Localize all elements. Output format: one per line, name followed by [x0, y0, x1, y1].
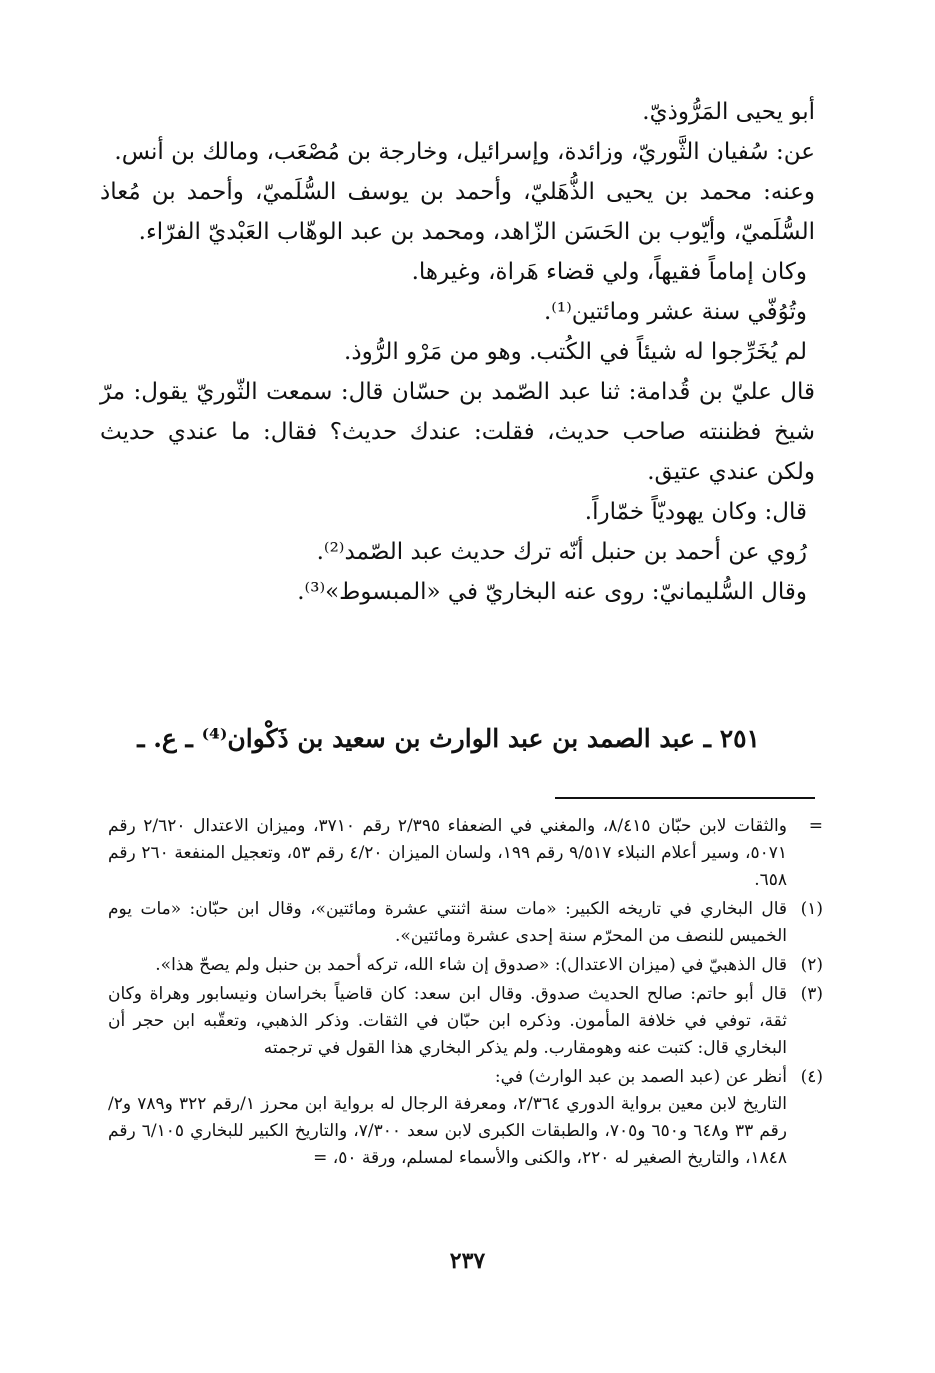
footnote-text: التاريخ لابن معين برواية الدوري ٢/٣٦٤، ومعرفة الرجال له برواية ابن محرز ١/رقم ٣٢٢ و٧٨٩ و٢/رقم ٣٣ و٦٤٨ و٦٥٠ و٧٠٥، والطبقات الكبرى لابن سعد ٧/٣٠٠، والتاريخ الكبير للبخاري ٦/١٠٥ رقم ١٨٤٨، والتاريخ الصغير له ٢٢٠، والكنى والأسماء لمسلم، ورقة ٥٠، = [108, 1094, 787, 1168]
footnote-mark: (٣) [800, 984, 823, 1004]
footnote-body [108, 1064, 787, 1172]
paragraph: أبو يحيى المَرُّوذيّ. [642, 99, 815, 125]
page-number: ٢٣٧ [449, 1248, 486, 1274]
footnote-body [108, 981, 787, 1062]
paragraph: لم يُخَرِّجوا له شيئاً في الكُتب. وهو من مَرْو الرُّوذ. [344, 339, 807, 365]
paragraph: وقال السُّليمانيّ: روى عنه البخاريّ في «المبسوط»⁽³⁾. [297, 579, 807, 605]
paragraph: عن: سُفيان الثَّوريّ، وزائدة، وإسرائيل، وخارجة بن مُصْعَب، ومالك بن أنس. [114, 139, 815, 165]
footnote-mark: = [808, 816, 823, 836]
footnote-mark: (١) [800, 899, 823, 919]
footnote-mark: (٤) [800, 1067, 823, 1087]
footnote-3 [108, 981, 823, 1062]
footnotes [108, 813, 823, 1174]
paragraph: وتُوُفّي سنة عشر ومائتين⁽¹⁾. [543, 299, 807, 325]
footnote-4 [108, 1064, 823, 1172]
footnote-text: والثقات لابن حبّان ٨/٤١٥، والمغني في الضعفاء ٢/٣٩٥ رقم ٣٧١٠، وميزان الاعتدال ٢/٦٢٠ رقم ٥٠٧١، وسير أعلام النبلاء ٩/٥١٧ رقم ١٩٩، ولسان الميزان ٤/٢٠ رقم ٥٣، وتعجيل المنفعة ٢٦٠ رقم ٦٥٨. [108, 816, 787, 890]
paragraph: رُوي عن أحمد بن حنبل أنّه ترك حديث عبد الصّمد⁽²⁾. [316, 539, 807, 565]
paragraph: وعنه: محمد بن يحيى الذُّهَليّ، وأحمد بن يوسف السُّلَميّ، وأحمد بن مُعاذ السُّلَميّ، وأيّوب بن الحَسَن الزّاهد، ومحمد بن عبد الوهّاب العَبْديّ الفرّاء. [100, 179, 815, 245]
footnote-2 [108, 952, 823, 979]
footnote-text: قال أبو حاتم: صالح الحديث صدوق. وقال ابن سعد: كان قاضياً بخراسان ونيسابور وهراة وكان ثقة، توفي في خلافة المأمون. وذكره ابن حبّان في الثقات. وذكر الذهبي، وتعقّبه ابن حجر أن البخاري قال: كتبت عنه وهومقارب. ولم يذكر البخاري هذا القول في ترجمته [108, 984, 787, 1058]
footnote-text: قال الذهبيّ في (ميزان الاعتدال): «صدوق إن شاء الله، تركه أحمد بن حنبل ولم يصحّ هذا». [155, 955, 787, 975]
entry-heading: ٢٥١ ـ عبد الصمد بن عبد الوارث بن سعيد بن ذَكْوان⁽⁴⁾ ـ ع. ـ [137, 724, 760, 753]
paragraph: قال عليّ بن قُدامة: ثنا عبد الصّمد بن حسّان قال: سمعت الثّوريّ يقول: مرّ شيخ فظننته صاحب حديث، فقلت: عندك حديث؟ فقال: ما عندي حديث ولكن عندي عتيق. [100, 379, 815, 485]
footnote-continuation [108, 813, 823, 894]
footnote-1 [108, 896, 823, 950]
footnote-mark: (٢) [800, 955, 823, 975]
footnote-text: قال البخاري في تاريخه الكبير: «مات سنة اثنتي عشرة ومائتين»، وقال ابن حبّان: «مات يوم الخميس للنصف من المحرّم سنة إحدى عشرة ومائتين». [108, 899, 787, 946]
footnote-body [108, 952, 787, 979]
footnote-body [108, 896, 787, 950]
paragraph: وكان إماماً فقيهاً، ولي قضاء هَراة، وغيرها. [411, 259, 807, 285]
main-text [100, 92, 815, 612]
paragraph: قال: وكان يهوديّاً خمّاراً. [584, 499, 807, 525]
footnote-body [108, 813, 787, 894]
footnote-text: أنظر عن (عبد الصمد بن عبد الوارث) في: [494, 1067, 787, 1087]
footnote-divider [555, 797, 815, 799]
